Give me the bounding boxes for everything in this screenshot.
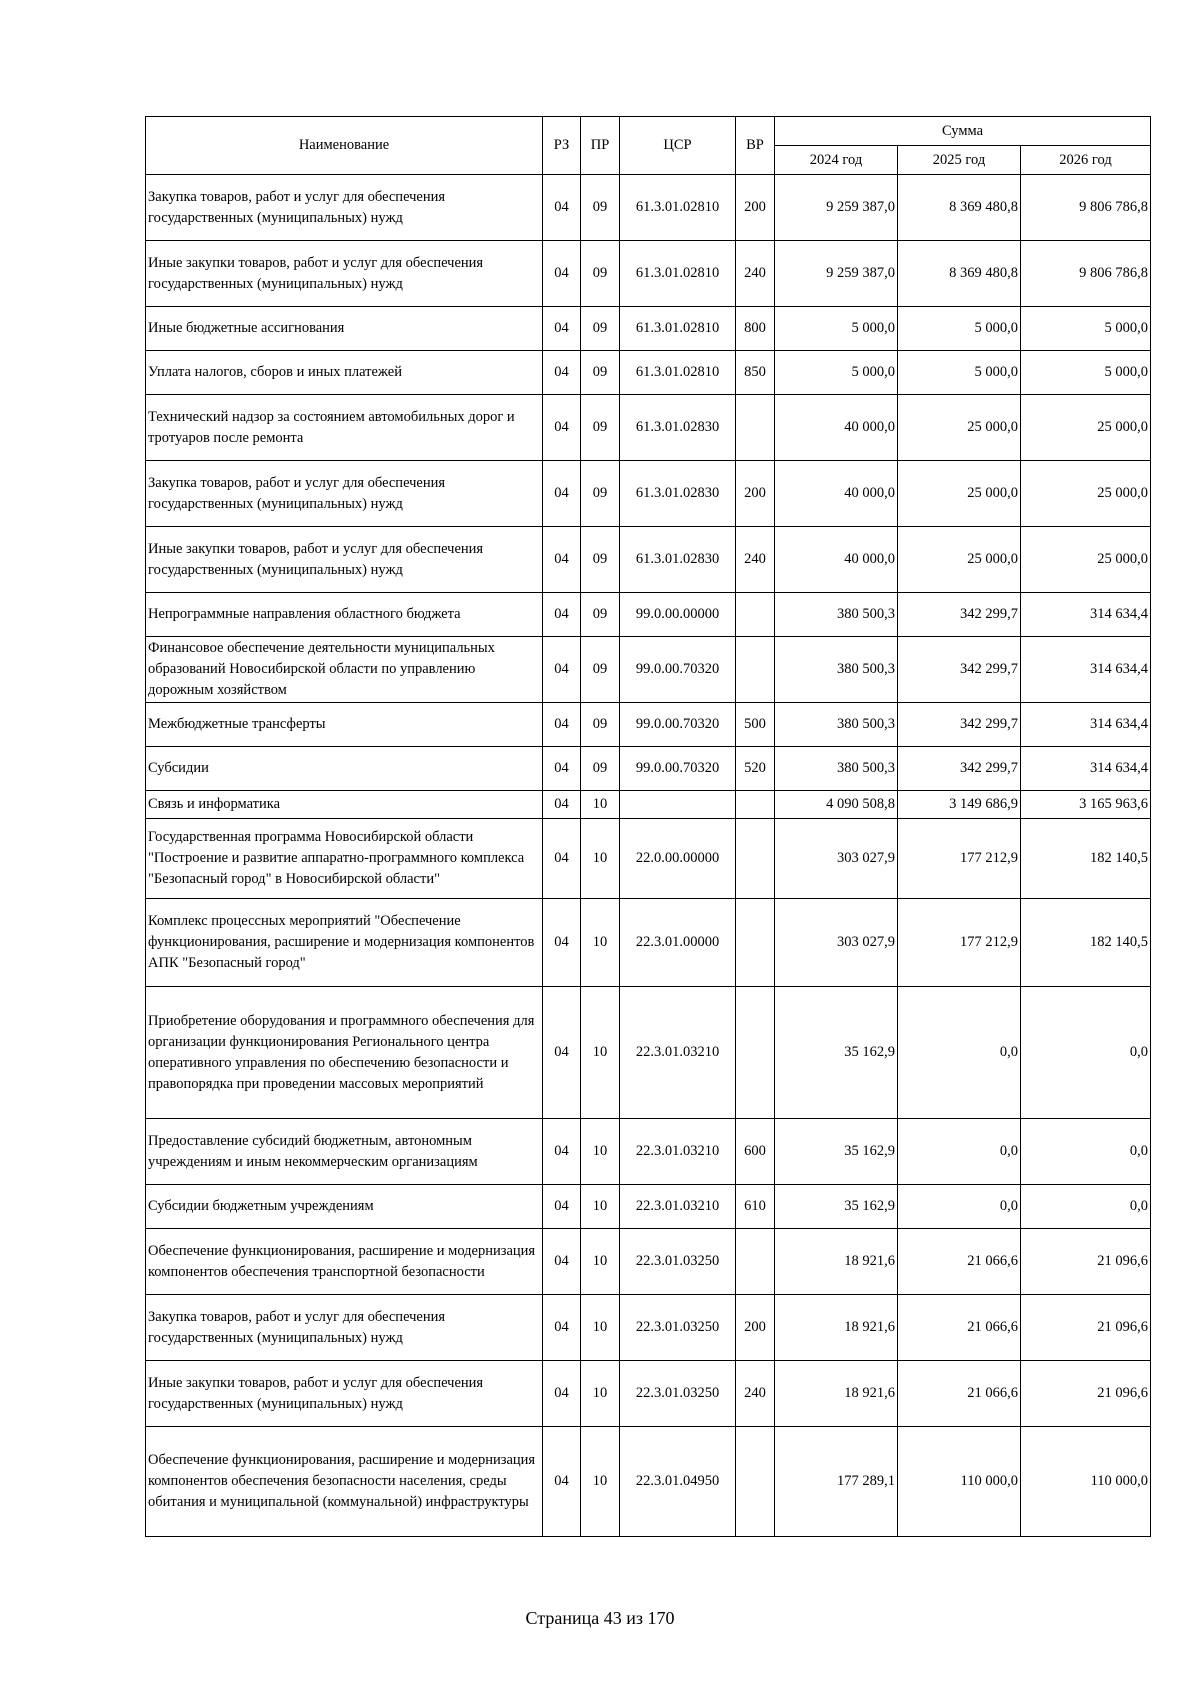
cell-pr: 10	[581, 899, 620, 987]
cell-csr: 61.3.01.02830	[620, 461, 736, 527]
cell-rz: 04	[543, 791, 581, 819]
cell-name: Субсидии	[146, 747, 543, 791]
table-row	[146, 461, 1151, 527]
cell-pr: 10	[581, 1295, 620, 1361]
cell-pr: 09	[581, 351, 620, 395]
cell-y2025: 5 000,0	[898, 307, 1021, 351]
cell-y2025: 3 149 686,9	[898, 791, 1021, 819]
cell-name: Комплекс процессных мероприятий "Обеспечение функционирования, расширение и модернизация компонентов АПК "Безопасный город"	[146, 899, 543, 987]
table-row	[146, 395, 1151, 461]
cell-vr: 240	[736, 241, 775, 307]
cell-name: Обеспечение функционирования, расширение и модернизация компонентов обеспечения безопасности населения, среды обитания и муниципальной (коммунальной) инфраструктуры	[146, 1427, 543, 1537]
cell-name: Иные бюджетные ассигнования	[146, 307, 543, 351]
cell-rz: 04	[543, 1229, 581, 1295]
cell-rz: 04	[543, 819, 581, 899]
cell-name: Связь и информатика	[146, 791, 543, 819]
cell-pr: 09	[581, 395, 620, 461]
cell-y2026: 25 000,0	[1021, 395, 1151, 461]
cell-name: Субсидии бюджетным учреждениям	[146, 1185, 543, 1229]
cell-pr: 09	[581, 637, 620, 703]
cell-y2026: 182 140,5	[1021, 899, 1151, 987]
cell-y2024: 5 000,0	[775, 307, 898, 351]
cell-rz: 04	[543, 1119, 581, 1185]
cell-csr: 61.3.01.02830	[620, 395, 736, 461]
cell-y2025: 25 000,0	[898, 395, 1021, 461]
cell-pr: 09	[581, 241, 620, 307]
cell-pr: 09	[581, 175, 620, 241]
cell-vr: 200	[736, 175, 775, 241]
cell-vr	[736, 593, 775, 637]
cell-y2024: 9 259 387,0	[775, 175, 898, 241]
table-body	[146, 175, 1151, 1537]
cell-name: Закупка товаров, работ и услуг для обеспечения государственных (муниципальных) нужд	[146, 175, 543, 241]
cell-y2024: 177 289,1	[775, 1427, 898, 1537]
cell-vr	[736, 819, 775, 899]
cell-y2025: 342 299,7	[898, 637, 1021, 703]
cell-y2025: 342 299,7	[898, 703, 1021, 747]
cell-vr	[736, 1229, 775, 1295]
cell-rz: 04	[543, 899, 581, 987]
cell-pr: 09	[581, 527, 620, 593]
cell-vr: 200	[736, 1295, 775, 1361]
cell-name: Непрограммные направления областного бюджета	[146, 593, 543, 637]
header-year-2025: 2025 год	[898, 146, 1021, 175]
cell-y2026: 21 096,6	[1021, 1229, 1151, 1295]
cell-y2025: 0,0	[898, 1119, 1021, 1185]
cell-rz: 04	[543, 1295, 581, 1361]
cell-y2026: 182 140,5	[1021, 819, 1151, 899]
cell-y2025: 21 066,6	[898, 1361, 1021, 1427]
table-row	[146, 899, 1151, 987]
cell-y2024: 4 090 508,8	[775, 791, 898, 819]
cell-vr	[736, 1427, 775, 1537]
cell-vr	[736, 637, 775, 703]
cell-rz: 04	[543, 987, 581, 1119]
cell-name: Технический надзор за состоянием автомобильных дорог и тротуаров после ремонта	[146, 395, 543, 461]
cell-vr: 240	[736, 1361, 775, 1427]
cell-name: Обеспечение функционирования, расширение и модернизация компонентов обеспечения транспортной безопасности	[146, 1229, 543, 1295]
cell-y2025: 25 000,0	[898, 461, 1021, 527]
cell-vr: 850	[736, 351, 775, 395]
cell-vr: 800	[736, 307, 775, 351]
cell-y2024: 303 027,9	[775, 819, 898, 899]
cell-name: Межбюджетные трансферты	[146, 703, 543, 747]
table-row	[146, 1295, 1151, 1361]
table-row	[146, 747, 1151, 791]
table-row	[146, 987, 1151, 1119]
cell-y2026: 3 165 963,6	[1021, 791, 1151, 819]
cell-y2024: 18 921,6	[775, 1229, 898, 1295]
cell-y2026: 9 806 786,8	[1021, 175, 1151, 241]
cell-csr: 99.0.00.00000	[620, 593, 736, 637]
cell-y2026: 314 634,4	[1021, 637, 1151, 703]
cell-name: Финансовое обеспечение деятельности муниципальных образований Новосибирской области по управлению дорожным хозяйством	[146, 637, 543, 703]
cell-csr	[620, 791, 736, 819]
header-pr: ПР	[581, 117, 620, 175]
cell-y2026: 21 096,6	[1021, 1361, 1151, 1427]
cell-csr: 61.3.01.02810	[620, 175, 736, 241]
cell-name: Предоставление субсидий бюджетным, автономным учреждениям и иным некоммерческим организациям	[146, 1119, 543, 1185]
table-row	[146, 307, 1151, 351]
cell-pr: 10	[581, 1185, 620, 1229]
cell-name: Приобретение оборудования и программного обеспечения для организации функционирования Регионального центра оперативного управления по обеспечению безопасности и правопорядка при проведении массовых мероприятий	[146, 987, 543, 1119]
cell-y2026: 314 634,4	[1021, 593, 1151, 637]
cell-y2026: 0,0	[1021, 1119, 1151, 1185]
cell-csr: 22.3.01.03250	[620, 1295, 736, 1361]
table-row	[146, 1185, 1151, 1229]
cell-y2024: 35 162,9	[775, 1185, 898, 1229]
cell-csr: 22.3.01.03210	[620, 1185, 736, 1229]
cell-rz: 04	[543, 1361, 581, 1427]
header-vr: ВР	[736, 117, 775, 175]
cell-vr: 600	[736, 1119, 775, 1185]
cell-pr: 09	[581, 747, 620, 791]
table-row	[146, 1361, 1151, 1427]
header-csr: ЦСР	[620, 117, 736, 175]
table-row	[146, 351, 1151, 395]
cell-y2025: 8 369 480,8	[898, 241, 1021, 307]
cell-y2026: 314 634,4	[1021, 747, 1151, 791]
cell-y2024: 40 000,0	[775, 461, 898, 527]
cell-y2024: 35 162,9	[775, 1119, 898, 1185]
cell-rz: 04	[543, 395, 581, 461]
cell-y2026: 25 000,0	[1021, 527, 1151, 593]
cell-csr: 22.3.01.03250	[620, 1229, 736, 1295]
cell-y2026: 0,0	[1021, 987, 1151, 1119]
cell-csr: 22.3.01.03250	[620, 1361, 736, 1427]
cell-y2024: 380 500,3	[775, 747, 898, 791]
cell-y2025: 21 066,6	[898, 1229, 1021, 1295]
cell-vr: 200	[736, 461, 775, 527]
cell-rz: 04	[543, 1427, 581, 1537]
cell-y2026: 314 634,4	[1021, 703, 1151, 747]
cell-csr: 99.0.00.70320	[620, 637, 736, 703]
table-row	[146, 703, 1151, 747]
cell-y2024: 380 500,3	[775, 703, 898, 747]
cell-rz: 04	[543, 351, 581, 395]
cell-pr: 10	[581, 1427, 620, 1537]
header-rz: РЗ	[543, 117, 581, 175]
cell-y2024: 9 259 387,0	[775, 241, 898, 307]
cell-y2026: 110 000,0	[1021, 1427, 1151, 1537]
cell-vr	[736, 791, 775, 819]
cell-y2025: 0,0	[898, 987, 1021, 1119]
page-number: Страница 43 из 170	[525, 1608, 675, 1628]
cell-vr	[736, 395, 775, 461]
cell-pr: 10	[581, 791, 620, 819]
table-row	[146, 241, 1151, 307]
cell-rz: 04	[543, 461, 581, 527]
table-row	[146, 527, 1151, 593]
cell-y2024: 380 500,3	[775, 637, 898, 703]
cell-y2024: 35 162,9	[775, 987, 898, 1119]
cell-pr: 09	[581, 461, 620, 527]
budget-table	[145, 116, 1151, 1537]
cell-name: Иные закупки товаров, работ и услуг для обеспечения государственных (муниципальных) нужд	[146, 241, 543, 307]
cell-rz: 04	[543, 175, 581, 241]
cell-y2024: 303 027,9	[775, 899, 898, 987]
cell-y2025: 110 000,0	[898, 1427, 1021, 1537]
cell-y2025: 8 369 480,8	[898, 175, 1021, 241]
cell-rz: 04	[543, 527, 581, 593]
cell-rz: 04	[543, 241, 581, 307]
cell-y2025: 21 066,6	[898, 1295, 1021, 1361]
cell-y2025: 0,0	[898, 1185, 1021, 1229]
header-name: Наименование	[146, 117, 543, 175]
cell-y2025: 177 212,9	[898, 899, 1021, 987]
cell-pr: 09	[581, 307, 620, 351]
cell-vr	[736, 987, 775, 1119]
cell-y2026: 5 000,0	[1021, 307, 1151, 351]
header-sum: Сумма	[775, 117, 1151, 146]
table-row	[146, 819, 1151, 899]
cell-rz: 04	[543, 307, 581, 351]
cell-y2026: 25 000,0	[1021, 461, 1151, 527]
cell-vr: 240	[736, 527, 775, 593]
cell-y2024: 40 000,0	[775, 527, 898, 593]
table-row	[146, 1119, 1151, 1185]
cell-name: Государственная программа Новосибирской области "Построение и развитие аппаратно-программного комплекса "Безопасный город" в Новосибирской области"	[146, 819, 543, 899]
cell-pr: 10	[581, 987, 620, 1119]
cell-csr: 61.3.01.02810	[620, 307, 736, 351]
cell-y2026: 9 806 786,8	[1021, 241, 1151, 307]
cell-pr: 09	[581, 593, 620, 637]
cell-y2024: 18 921,6	[775, 1361, 898, 1427]
table-row	[146, 593, 1151, 637]
cell-name: Иные закупки товаров, работ и услуг для обеспечения государственных (муниципальных) нужд	[146, 527, 543, 593]
cell-vr: 500	[736, 703, 775, 747]
cell-csr: 61.3.01.02830	[620, 527, 736, 593]
cell-pr: 10	[581, 1229, 620, 1295]
cell-pr: 10	[581, 1119, 620, 1185]
table-row	[146, 175, 1151, 241]
header-year-2026: 2026 год	[1021, 146, 1151, 175]
cell-name: Иные закупки товаров, работ и услуг для обеспечения государственных (муниципальных) нужд	[146, 1361, 543, 1427]
table-row	[146, 1427, 1151, 1537]
cell-y2025: 342 299,7	[898, 747, 1021, 791]
table-row	[146, 1229, 1151, 1295]
cell-rz: 04	[543, 593, 581, 637]
cell-csr: 22.3.01.03210	[620, 1119, 736, 1185]
cell-y2025: 177 212,9	[898, 819, 1021, 899]
cell-name: Закупка товаров, работ и услуг для обеспечения государственных (муниципальных) нужд	[146, 461, 543, 527]
cell-rz: 04	[543, 703, 581, 747]
cell-y2025: 342 299,7	[898, 593, 1021, 637]
cell-csr: 22.3.01.04950	[620, 1427, 736, 1537]
cell-rz: 04	[543, 1185, 581, 1229]
table-row	[146, 637, 1151, 703]
table-row	[146, 791, 1151, 819]
cell-y2026: 5 000,0	[1021, 351, 1151, 395]
table-header	[146, 117, 1151, 175]
cell-csr: 22.3.01.03210	[620, 987, 736, 1119]
cell-rz: 04	[543, 747, 581, 791]
cell-y2026: 0,0	[1021, 1185, 1151, 1229]
cell-csr: 99.0.00.70320	[620, 703, 736, 747]
cell-name: Закупка товаров, работ и услуг для обеспечения государственных (муниципальных) нужд	[146, 1295, 543, 1361]
cell-csr: 61.3.01.02810	[620, 241, 736, 307]
cell-y2024: 40 000,0	[775, 395, 898, 461]
cell-pr: 10	[581, 819, 620, 899]
cell-vr: 610	[736, 1185, 775, 1229]
cell-y2025: 5 000,0	[898, 351, 1021, 395]
cell-csr: 99.0.00.70320	[620, 747, 736, 791]
header-year-2024: 2024 год	[775, 146, 898, 175]
cell-csr: 22.0.00.00000	[620, 819, 736, 899]
cell-csr: 61.3.01.02810	[620, 351, 736, 395]
cell-pr: 09	[581, 703, 620, 747]
cell-vr	[736, 899, 775, 987]
cell-name: Уплата налогов, сборов и иных платежей	[146, 351, 543, 395]
cell-y2024: 18 921,6	[775, 1295, 898, 1361]
cell-y2025: 25 000,0	[898, 527, 1021, 593]
cell-pr: 10	[581, 1361, 620, 1427]
cell-y2024: 5 000,0	[775, 351, 898, 395]
cell-vr: 520	[736, 747, 775, 791]
cell-rz: 04	[543, 637, 581, 703]
cell-y2026: 21 096,6	[1021, 1295, 1151, 1361]
cell-csr: 22.3.01.00000	[620, 899, 736, 987]
cell-y2024: 380 500,3	[775, 593, 898, 637]
